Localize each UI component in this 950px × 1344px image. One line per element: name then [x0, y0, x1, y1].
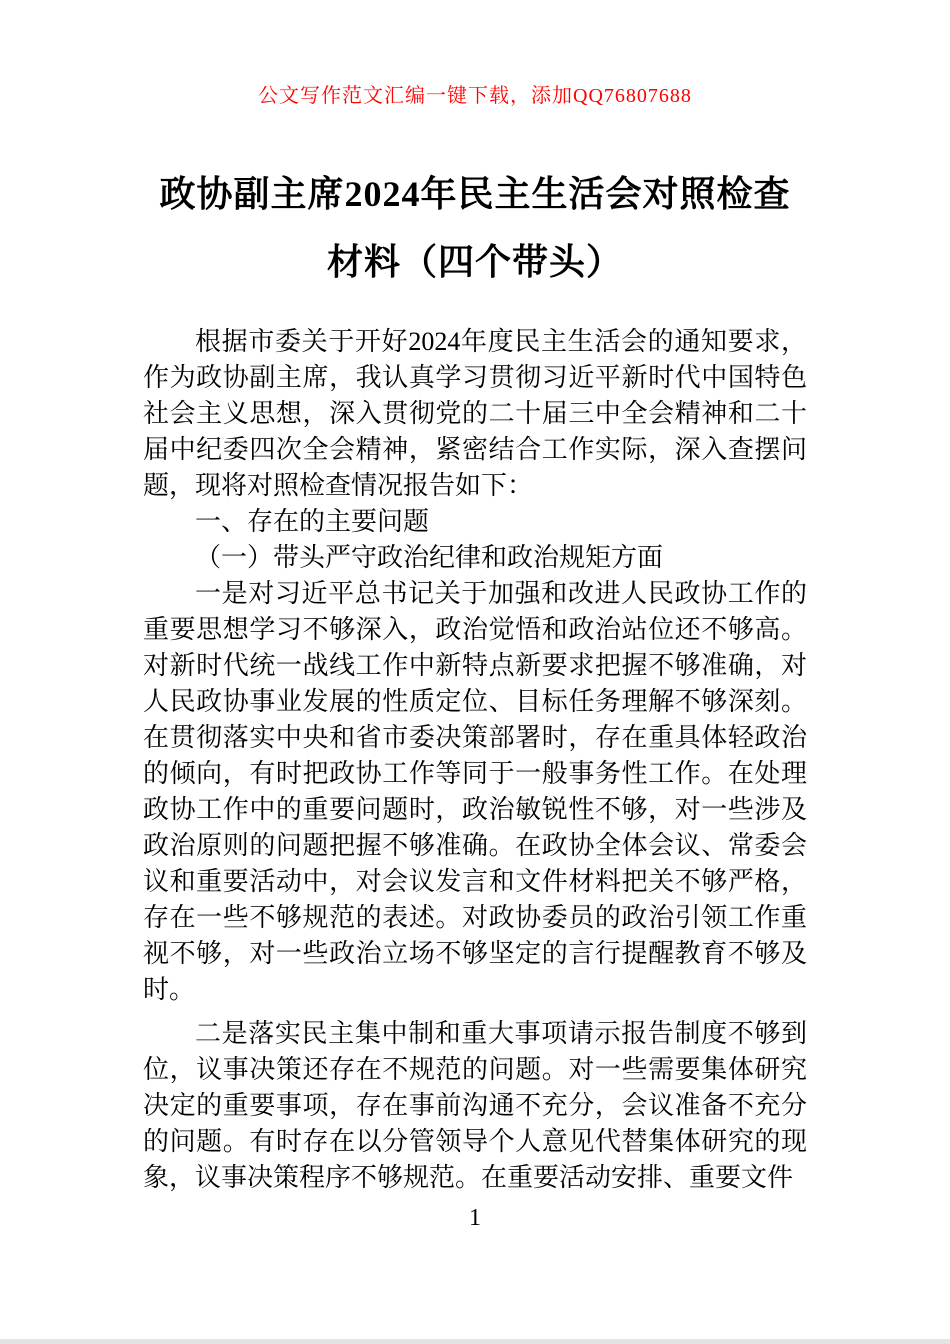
header-notice: 公文写作范文汇编一键下载，添加QQ76807688: [258, 85, 692, 107]
paragraph-intro: 根据市委关于开好2024年度民主生活会的通知要求，作为政协副主席，我认真学习贯彻习近平新时代中国特色社会主义思想，深入贯彻党的二十届三中全会精神和二十届中纪委四次全会精神，紧密结合工作实际，深入查摆问题，现将对照检查情况报告如下：: [143, 327, 807, 500]
paragraph-point-2: 二是落实民主集中制和重大事项请示报告制度不够到位，议事决策还存在不规范的问题。对一些需要集体研究决定的重要事项，存在事前沟通不充分，会议准备不充分的问题。有时存在以分管领导个人意见代替集体研究的现象，议事决策程序不够规范。在重要活动安排、重要文件: [143, 1019, 807, 1192]
document-body: [143, 324, 807, 1196]
heading-subsection-1: （一）带头严守政治纪律和政治规矩方面: [195, 543, 664, 572]
document-title: 政协副主席2024年民主生活会对照检查材料（四个带头）: [159, 174, 791, 282]
paragraph-point-1: 一是对习近平总书记关于加强和改进人民政协工作的重要思想学习不够深入，政治觉悟和政治站位还不够高。对新时代统一战线工作中新特点新要求把握不够准确，对人民政协事业发展的性质定位、目标任务理解不够深刻。在贯彻落实中央和省市委决策部署时，存在重具体轻政治的倾向，有时把政协工作等同于一般事务性工作。在处理政协工作中的重要问题时，政治敏锐性不够，对一些涉及政治原则的问题把握不够准确。在政协全体会议、常委会议和重要活动中，对会议发言和文件材料把关不够严格，存在一些不够规范的表述。对政协委员的政治引领工作重视不够，对一些政治立场不够坚定的言行提醒教育不够及时。: [143, 579, 807, 1004]
page-number: 1: [469, 1205, 481, 1231]
heading-main-problems: 一、存在的主要问题: [195, 507, 430, 536]
page-bottom-edge: [0, 1339, 950, 1344]
